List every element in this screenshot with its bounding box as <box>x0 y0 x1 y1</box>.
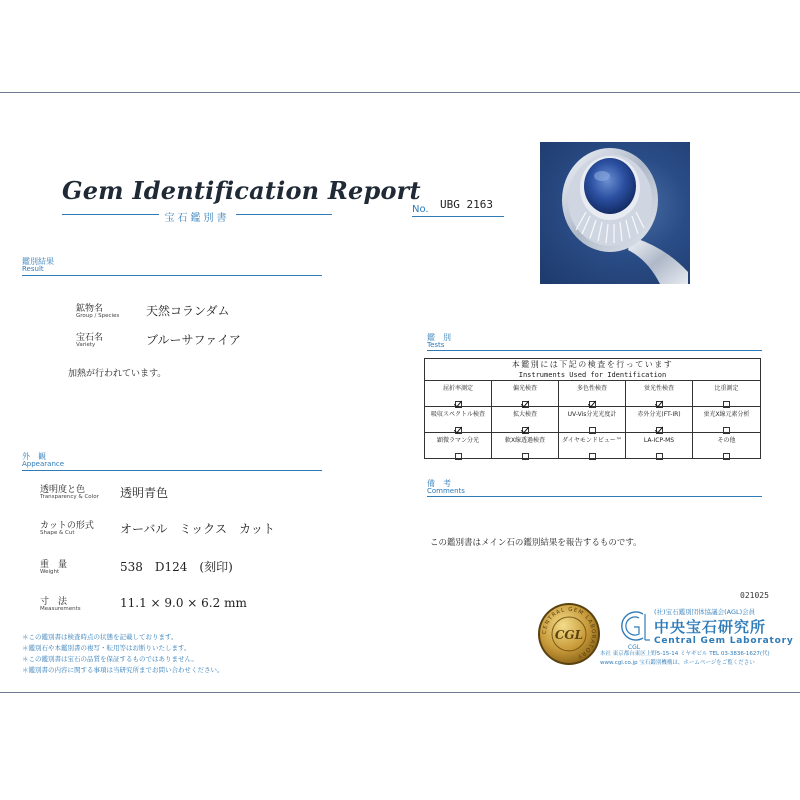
variety-value: ブルーサファイア <box>146 333 241 347</box>
tests-table <box>424 358 761 459</box>
color-label: 透明度と色 <box>40 485 86 495</box>
color-value: 透明青色 <box>120 486 169 500</box>
footnote: ＊この鑑別書は宝石の品質を保証するものではありません。 <box>22 655 198 663</box>
report-no-label: No. <box>412 204 429 215</box>
test-cell <box>425 407 492 433</box>
report-no-underline <box>412 216 504 217</box>
test-name: UV-Vis分光光度計 <box>567 411 617 418</box>
tests-section-en: Tests <box>427 341 445 349</box>
test-name: 比重測定 <box>714 385 739 392</box>
tests-grid <box>425 381 760 459</box>
test-cell <box>559 407 626 433</box>
appearance-section-line <box>22 470 322 471</box>
comments-section-line <box>427 496 762 497</box>
test-name: 軟X線透過検査 <box>504 437 546 444</box>
test-name: 蛍光性検査 <box>643 385 674 392</box>
checkbox-empty-icon <box>723 401 730 408</box>
checkbox-empty-icon <box>589 427 596 434</box>
measurements-value: 11.1 × 9.0 × 6.2 mm <box>120 596 247 610</box>
test-name: 多色性検査 <box>576 385 607 392</box>
lab-name-jp: 中央宝石研究所 <box>654 618 767 636</box>
bottom-border-line <box>0 692 800 693</box>
tests-header-jp: 本鑑別には下記の検査を行っています <box>511 360 674 369</box>
species-value: 天然コランダム <box>146 304 230 318</box>
checkbox-empty-icon <box>656 453 663 460</box>
tests-header-en: Instruments Used for Identification <box>518 371 667 379</box>
top-border-line <box>0 92 800 93</box>
document-code: 021025 <box>740 591 769 600</box>
test-name: その他 <box>717 437 736 444</box>
shape-cut-label: カットの形式 <box>40 521 94 531</box>
test-name: 偏光検査 <box>512 385 537 392</box>
comment-text: この鑑別書はメイン石の鑑別結果を報告するものです。 <box>430 538 642 548</box>
appearance-section-en: Appearance <box>22 460 65 468</box>
tests-section-line <box>427 350 762 351</box>
weight-value: 538 D124 (刻印) <box>120 560 233 574</box>
check-icon <box>656 401 663 408</box>
test-name: ダイヤモンドビュー™ <box>562 437 622 444</box>
test-name: 蛍光X線元素分析 <box>703 411 750 418</box>
test-cell <box>626 433 693 459</box>
check-icon <box>522 401 529 408</box>
cgl-seal-icon <box>537 602 601 666</box>
test-cell <box>425 381 492 407</box>
report-title: Gem Identification Report <box>62 176 421 205</box>
result-section-jp: 鑑別結果 <box>22 257 54 266</box>
footnote: ＊鑑別書の内容に関する事項は当研究所までお問い合わせください。 <box>22 666 224 674</box>
footnote: ＊この鑑別書は検査時点の状態を記載しております。 <box>22 633 178 641</box>
test-name: 顕微ラマン分光 <box>436 437 479 444</box>
tests-table-header <box>425 359 760 381</box>
check-icon <box>455 401 462 408</box>
checkbox-empty-icon <box>723 453 730 460</box>
variety-label-en: Variety <box>76 342 96 348</box>
test-cell <box>693 381 760 407</box>
species-label-en: Group / Species <box>76 313 120 319</box>
checkbox-empty-icon <box>522 453 529 460</box>
measurements-label-en: Measurements <box>40 606 81 612</box>
checkbox-empty-icon <box>589 453 596 460</box>
ring-photo-icon <box>540 142 690 284</box>
test-name: 拡大検査 <box>512 411 537 418</box>
seal-text: CENTRAL GEM LABORATORY <box>541 606 597 660</box>
test-cell <box>492 433 559 459</box>
check-icon <box>455 427 462 434</box>
lab-association: (社)宝石鑑別団体協議会(AGL)会員 <box>654 608 756 616</box>
test-name: LA-ICP-MS <box>643 437 675 444</box>
check-icon <box>589 401 596 408</box>
test-cell <box>425 433 492 459</box>
result-section-line <box>22 275 322 276</box>
checkbox-empty-icon <box>455 453 462 460</box>
test-name: 屈折率測定 <box>442 385 473 392</box>
footnotes <box>22 632 322 676</box>
lab-web: www.cgl.co.jp 宝石鑑別機構は、ホームページをご覧ください <box>600 660 755 666</box>
ring-photo <box>540 142 690 284</box>
cgl-logo-icon <box>617 608 651 650</box>
treatment-note: 加熱が行われています。 <box>68 369 167 379</box>
species-label: 鉱物名 <box>76 304 104 314</box>
check-icon <box>522 427 529 434</box>
test-cell <box>492 381 559 407</box>
cgl-logo-text: CGL <box>627 644 641 650</box>
test-cell <box>559 381 626 407</box>
weight-label-en: Weight <box>40 569 60 575</box>
test-cell <box>626 381 693 407</box>
check-icon <box>656 427 663 434</box>
color-label-en: Transparency & Color <box>40 494 99 500</box>
lab-address-block <box>600 650 770 668</box>
test-name: 赤外分光(FT-IR) <box>637 411 681 418</box>
variety-label: 宝石名 <box>76 333 104 343</box>
weight-label: 重 量 <box>40 560 68 570</box>
test-cell <box>693 433 760 459</box>
subtitle-wrap <box>62 206 332 225</box>
test-cell <box>693 407 760 433</box>
report-subtitle: 宝石鑑別書 <box>159 209 236 224</box>
footnote: ＊鑑別石や本鑑別書の複写・転用等はお断りいたします。 <box>22 644 191 652</box>
test-cell <box>626 407 693 433</box>
lab-address: 本社 東京都台東区上野5-15-14 ミヤギビル TEL 03-3836-1627(代) <box>600 651 770 657</box>
checkbox-empty-icon <box>723 427 730 434</box>
comments-section-en: Comments <box>427 487 465 495</box>
appearance-section-jp: 外 観 <box>22 452 46 461</box>
lab-name-en: Central Gem Laboratory <box>654 636 794 646</box>
test-cell <box>559 433 626 459</box>
test-cell <box>492 407 559 433</box>
shape-cut-value: オーバル ミックス カット <box>120 522 275 536</box>
seal-logo: CGL <box>554 628 584 642</box>
measurements-label: 寸 法 <box>40 597 68 607</box>
report-no-value: UBG 2163 <box>440 198 493 211</box>
test-name: 吸収スペクトル検査 <box>430 411 485 418</box>
result-section-en: Result <box>22 265 44 273</box>
comments-section-jp: 備 考 <box>427 479 451 488</box>
shape-cut-label-en: Shape & Cut <box>40 530 75 536</box>
tests-section-jp: 鑑 別 <box>427 333 451 342</box>
